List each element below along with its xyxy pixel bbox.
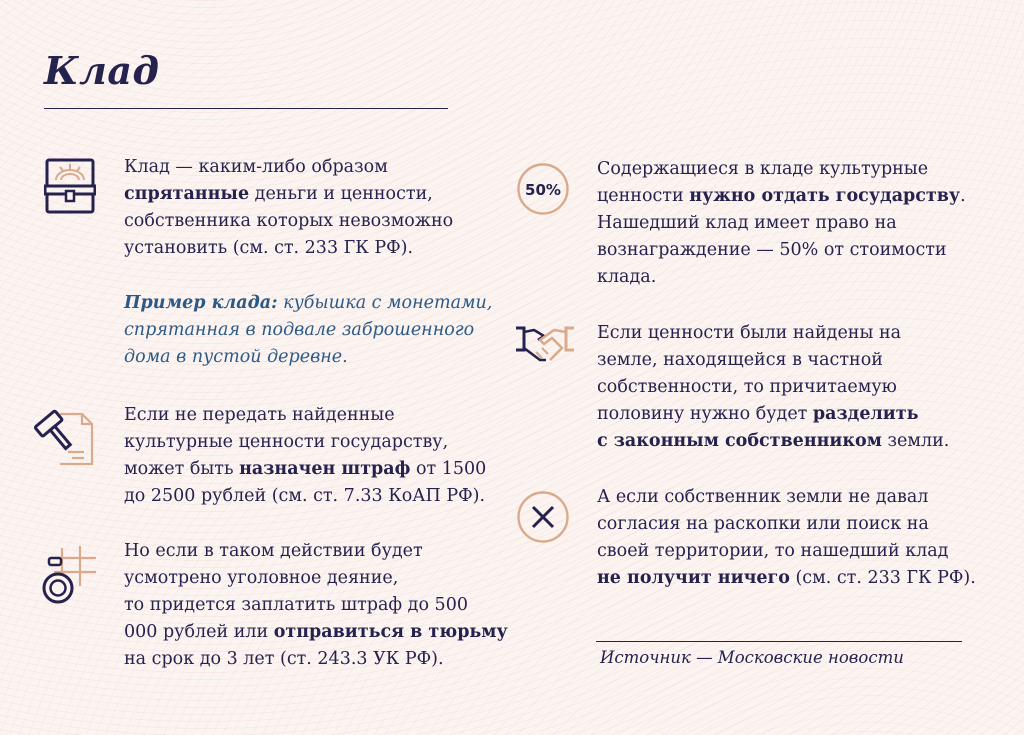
source-divider (596, 641, 962, 642)
criminal-text: Но если в таком действии будет усмотрено уголовное деяние, то придется заплатить штраф до 500 000 рублей или отправиться в тюрьму на срок до 3 лет (ст. 243.3 УК РФ). (124, 541, 508, 669)
fifty-percent-icon (516, 162, 570, 216)
private-land-text: Если ценности были найдены на земле, находящейся в частной собственности, то причитаемую половину нужно будет разделить с законным собственником земли. (597, 323, 950, 451)
treasure-chest-icon (44, 158, 96, 214)
gavel-document-icon (32, 406, 96, 468)
fine-text: Если не передать найденные культурные ценности государству, может быть назначен штраф от 1500 до 2500 рублей (см. ст. 7.33 КоАП РФ). (124, 405, 487, 506)
cross-circle-icon (516, 490, 570, 544)
handshake-icon (514, 324, 576, 366)
fifty-percent-label: 50% (525, 181, 561, 199)
source-note: Источник — Московские новости (600, 648, 904, 667)
example-text: Пример клада: кубышка с монетами, спрятанная в подвале заброшенного дома в пустой деревне. (124, 293, 493, 367)
definition-text: Клад — каким-либо образом спрятанные деньги и ценности, собственника которых невозможно установить (см. ст. 233 ГК РФ). (124, 157, 454, 258)
state-text: Содержащиеся в кладе культурные ценности нужно отдать государству. Нашедший клад имеет право на вознаграждение — 50% от стоимости клада. (597, 159, 966, 287)
page-title: Клад (44, 48, 160, 93)
handcuffs-bars-icon (40, 542, 100, 608)
no-consent-text: А если собственник земли не давал согласия на раскопки или поиск на своей территории, то нашедший клад не получит ничего (см. ст. 233 ГК РФ). (597, 487, 976, 588)
title-divider (44, 108, 448, 109)
